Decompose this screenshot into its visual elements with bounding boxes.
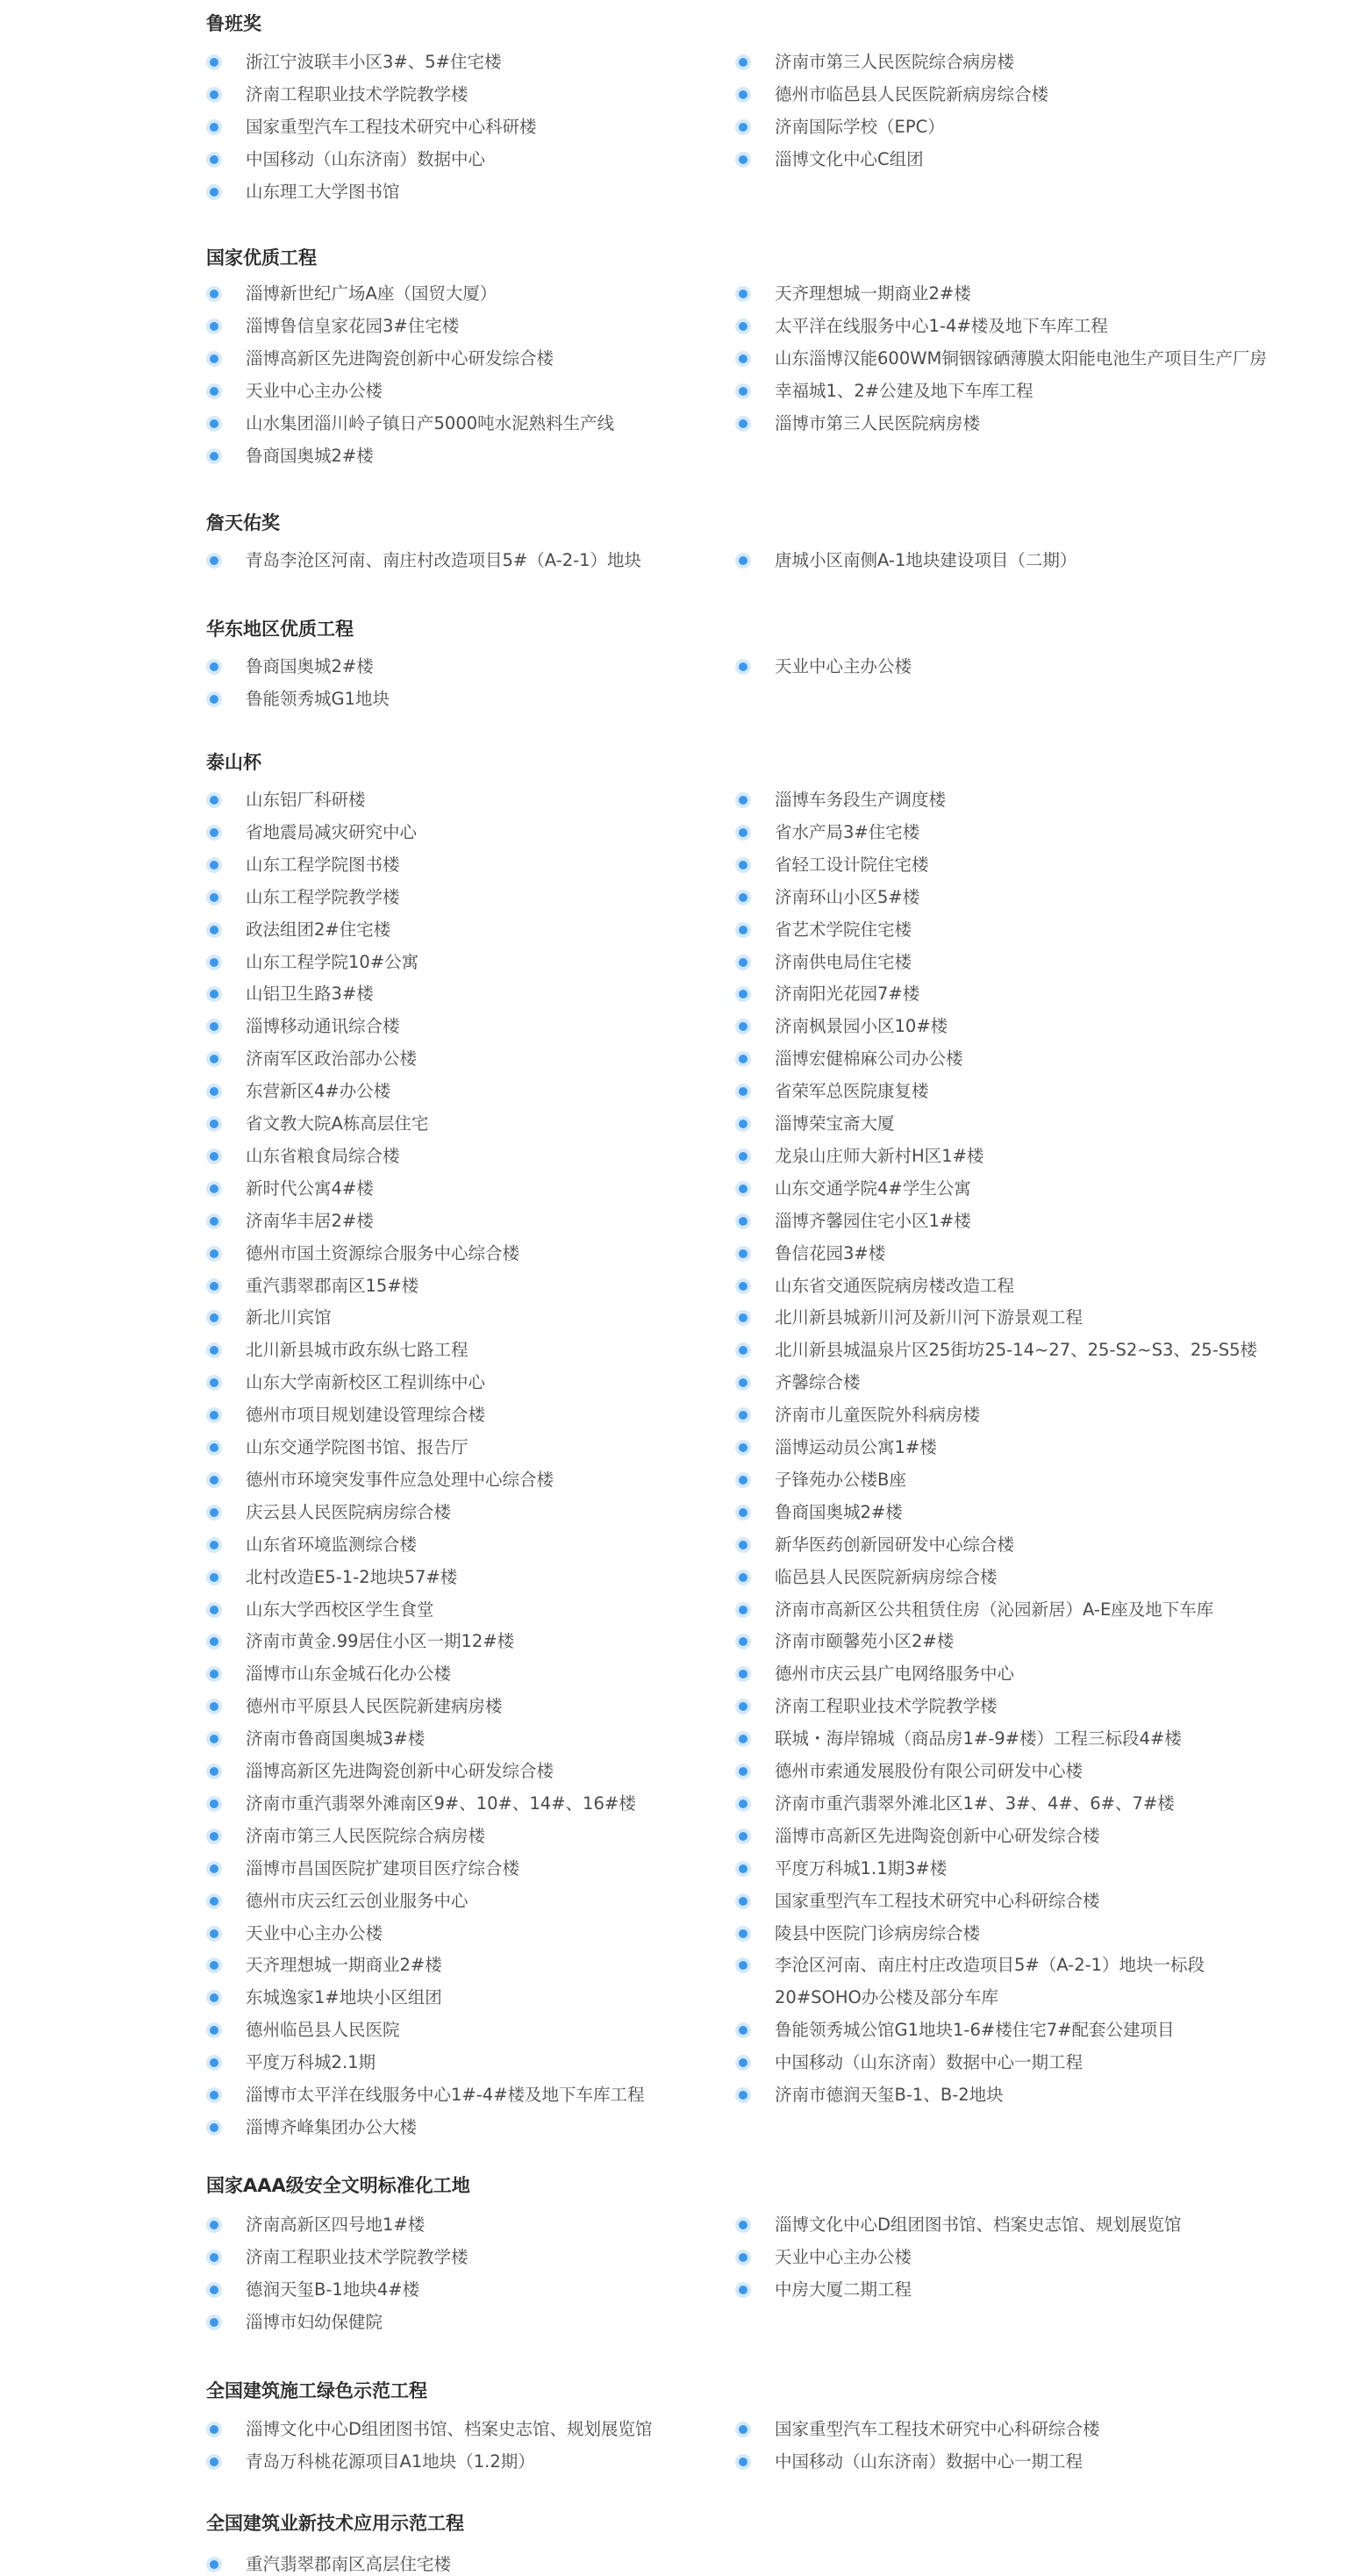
- bullet-icon: [735, 1926, 751, 1942]
- list-item-text: 淄博鲁信皇家花园3#住宅楼: [246, 316, 460, 336]
- bullet-icon: [735, 1116, 751, 1132]
- list-item-text: 政法组团2#住宅楼: [246, 919, 391, 940]
- bullet-icon: [735, 1505, 751, 1521]
- bullet-icon: [735, 152, 751, 168]
- list-item-text: 山铝卫生路3#楼: [246, 984, 374, 1004]
- list-item-text: 20#SOHO办公楼及部分车库: [775, 1987, 998, 2007]
- section-title: 全国建筑施工绿色示范工程: [206, 2380, 427, 2401]
- bullet-icon: [735, 2282, 751, 2298]
- list-item-text: 德州市项目规划建设管理综合楼: [246, 1405, 486, 1425]
- list-item-text: 中房大厦二期工程: [775, 2279, 912, 2300]
- bullet-icon: [206, 1278, 222, 1294]
- bullet-icon: [735, 2422, 751, 2437]
- list-item-text: 德州市环境突发事件应急处理中心综合楼: [246, 1470, 554, 1490]
- bullet-icon: [206, 1084, 222, 1099]
- list-item-text: 山东淄博汉能600WM铜铟镓硒薄膜太阳能电池生产项目生产厂房: [775, 348, 1267, 369]
- list-item-text: 子锋苑办公楼B座: [775, 1470, 906, 1490]
- section-title: 国家AAA级安全文明标准化工地: [206, 2175, 470, 2196]
- bullet-icon: [735, 1181, 751, 1197]
- bullet-icon: [206, 1537, 222, 1553]
- list-item-text: 山东工程学院教学楼: [246, 887, 400, 907]
- bullet-icon: [206, 1570, 222, 1585]
- bullet-icon: [206, 2217, 222, 2233]
- bullet-icon: [735, 2055, 751, 2071]
- bullet-icon: [206, 2282, 222, 2298]
- list-item-text: 济南市第三人民医院综合病房楼: [246, 1826, 486, 1846]
- bullet-icon: [735, 1440, 751, 1456]
- list-item-text: 新时代公寓4#楼: [246, 1178, 374, 1199]
- bullet-icon: [735, 1310, 751, 1326]
- bullet-icon: [206, 1148, 222, 1164]
- list-item-text: 省荣军总医院康复楼: [775, 1081, 929, 1101]
- bullet-icon: [735, 2087, 751, 2103]
- list-item-text: 山东大学南新校区工程训练中心: [246, 1372, 486, 1392]
- list-item-text: 淄博移动通讯综合楼: [246, 1016, 400, 1036]
- list-item-text: 重汽翡翠郡南区15#楼: [246, 1276, 419, 1296]
- list-item-text: 幸福城1、2#公建及地下车库工程: [775, 381, 1034, 401]
- list-item-text: 山东省环境监测综合楼: [246, 1535, 418, 1555]
- bullet-icon: [735, 1148, 751, 1164]
- list-item-text: 济南供电局住宅楼: [775, 952, 912, 972]
- bullet-icon: [206, 416, 222, 432]
- list-item-text: 淄博运动员公寓1#楼: [775, 1437, 937, 1457]
- bullet-icon: [206, 857, 222, 873]
- bullet-icon: [206, 1602, 222, 1618]
- bullet-icon: [206, 1375, 222, 1391]
- list-item-text: 天业中心主办公楼: [246, 1923, 383, 1943]
- section-title: 詹天佑奖: [206, 512, 280, 533]
- bullet-icon: [206, 1019, 222, 1034]
- bullet-icon: [206, 1699, 222, 1714]
- list-item-text: 北川新县城市政东纵七路工程: [246, 1340, 468, 1360]
- bullet-icon: [206, 1472, 222, 1488]
- bullet-icon: [206, 351, 222, 367]
- bullet-icon: [735, 857, 751, 873]
- bullet-icon: [206, 1181, 222, 1197]
- bullet-icon: [206, 1310, 222, 1326]
- bullet-icon: [735, 1213, 751, 1229]
- bullet-icon: [735, 922, 751, 938]
- bullet-icon: [206, 1666, 222, 1682]
- list-item-text: 鲁商国奥城2#楼: [775, 1502, 903, 1522]
- list-item-text: 平度万科城2.1期: [246, 2052, 376, 2072]
- list-item-text: 陵县中医院门诊病房综合楼: [775, 1923, 981, 1943]
- bullet-icon: [735, 1796, 751, 1812]
- list-item-text: 淄博高新区先进陶瓷创新中心研发综合楼: [246, 1761, 554, 1781]
- list-item-text: 天业中心主办公楼: [775, 656, 912, 676]
- list-item-text: 北村改造E5-1-2地块57#楼: [246, 1567, 458, 1587]
- list-item-text: 中国移动（山东济南）数据中心一期工程: [775, 2052, 1084, 2072]
- list-item-text: 济南市重汽翡翠外滩北区1#、3#、4#、6#、7#楼: [775, 1793, 1175, 1814]
- bullet-icon: [735, 890, 751, 905]
- list-item-text: 山东交通学院4#学生公寓: [775, 1178, 971, 1199]
- bullet-icon: [206, 955, 222, 970]
- bullet-icon: [206, 2422, 222, 2437]
- bullet-icon: [206, 1116, 222, 1132]
- list-item-text: 太平洋在线服务中心1-4#楼及地下车库工程: [775, 316, 1108, 336]
- bullet-icon: [206, 184, 222, 200]
- list-item-text: 青岛李沧区河南、南庄村改造项目5#（A-2-1）地块: [246, 550, 642, 570]
- bullet-icon: [206, 1893, 222, 1909]
- list-item-text: 淄博高新区先进陶瓷创新中心研发综合楼: [246, 348, 554, 369]
- bullet-icon: [206, 87, 222, 103]
- bullet-icon: [735, 986, 751, 1002]
- bullet-icon: [206, 1213, 222, 1229]
- list-item-text: 淄博市太平洋在线服务中心1#-4#楼及地下车库工程: [246, 2085, 645, 2105]
- section-title: 国家优质工程: [206, 247, 317, 268]
- list-item-text: 德州市庆云县广电网络服务中心: [775, 1664, 1015, 1684]
- bullet-icon: [206, 2055, 222, 2071]
- list-item-text: 国家重型汽车工程技术研究中心科研综合楼: [775, 1891, 1100, 1911]
- list-item-text: 山东交通学院图书馆、报告厅: [246, 1437, 468, 1457]
- bullet-icon: [735, 416, 751, 432]
- list-item-text: 济南军区政治部办公楼: [246, 1048, 418, 1069]
- list-item-text: 国家重型汽车工程技术研究中心科研综合楼: [775, 2419, 1100, 2439]
- bullet-icon: [735, 2217, 751, 2233]
- list-item-text: 中国移动（山东济南）数据中心: [246, 149, 486, 169]
- list-item-text: 淄博车务段生产调度楼: [775, 790, 947, 810]
- bullet-icon: [735, 1731, 751, 1747]
- bullet-icon: [206, 1246, 222, 1262]
- bullet-icon: [206, 986, 222, 1002]
- bullet-icon: [735, 1699, 751, 1714]
- bullet-icon: [735, 659, 751, 675]
- bullet-icon: [206, 825, 222, 841]
- section-title: 全国建筑业新技术应用示范工程: [206, 2513, 464, 2534]
- bullet-icon: [735, 1019, 751, 1034]
- bullet-icon: [735, 87, 751, 103]
- list-item-text: 德润天玺B-1地块4#楼: [246, 2279, 420, 2300]
- bullet-icon: [735, 1051, 751, 1067]
- list-item-text: 天齐理想城一期商业2#楼: [246, 1955, 442, 1975]
- list-item-text: 淄博文化中心D组团图书馆、档案史志馆、规划展览馆: [775, 2215, 1182, 2235]
- list-item-text: 济南工程职业技术学院教学楼: [246, 84, 468, 104]
- list-item-text: 唐城小区南侧A-1地块建设项目（二期）: [775, 550, 1077, 570]
- list-item-text: 济南国际学校（EPC）: [775, 117, 945, 137]
- bullet-icon: [206, 890, 222, 905]
- list-item-text: 济南枫景园小区10#楼: [775, 1016, 948, 1036]
- bullet-icon: [206, 659, 222, 675]
- bullet-icon: [206, 2250, 222, 2265]
- list-item-text: 济南工程职业技术学院教学楼: [246, 2247, 468, 2267]
- bullet-icon: [735, 54, 751, 70]
- list-item-text: 李沧区河南、南庄村庄改造项目5#（A-2-1）地块一标段: [775, 1955, 1205, 1975]
- bullet-icon: [735, 1375, 751, 1391]
- list-item-text: 省艺术学院住宅楼: [775, 919, 912, 940]
- list-item-text: 浙江宁波联丰小区3#、5#住宅楼: [246, 52, 502, 72]
- list-item-text: 青岛万科桃花源项目A1地块（1.2期）: [246, 2451, 535, 2472]
- bullet-icon: [206, 1926, 222, 1942]
- bullet-icon: [206, 1990, 222, 2006]
- list-item-text: 德州临邑县人民医院: [246, 2020, 400, 2040]
- bullet-icon: [206, 553, 222, 569]
- list-item-text: 山东省粮食局综合楼: [246, 1146, 400, 1166]
- list-item-text: 济南市高新区公共租赁住房（沁园新居）A-E座及地下车库: [775, 1599, 1214, 1620]
- list-item-text: 淄博宏健棉麻公司办公楼: [775, 1048, 963, 1069]
- bullet-icon: [735, 1537, 751, 1553]
- list-item-text: 济南阳光花园7#楼: [775, 984, 920, 1004]
- bullet-icon: [735, 318, 751, 334]
- bullet-icon: [735, 1957, 751, 1973]
- bullet-icon: [206, 286, 222, 302]
- list-item-text: 淄博市第三人民医院病房楼: [775, 413, 981, 433]
- list-item-text: 济南市儿童医院外科病房楼: [775, 1405, 981, 1425]
- list-item-text: 山东工程学院图书楼: [246, 855, 400, 875]
- bullet-icon: [735, 1602, 751, 1618]
- list-item-text: 济南市第三人民医院综合病房楼: [775, 52, 1015, 72]
- list-item-text: 济南市重汽翡翠外滩南区9#、10#、14#、16#楼: [246, 1793, 636, 1814]
- list-item-text: 省轻工设计院住宅楼: [775, 855, 929, 875]
- list-item-text: 山东铝厂科研楼: [246, 790, 366, 810]
- list-item-text: 济南环山小区5#楼: [775, 887, 920, 907]
- bullet-icon: [735, 825, 751, 841]
- list-item-text: 天业中心主办公楼: [246, 381, 383, 401]
- bullet-icon: [206, 2022, 222, 2038]
- list-item-text: 淄博新世纪广场A座（国贸大厦）: [246, 283, 497, 304]
- list-item-text: 济南市黄金.99居住小区一期12#楼: [246, 1631, 515, 1651]
- bullet-icon: [735, 1342, 751, 1358]
- list-item-text: 鲁能领秀城G1地块: [246, 689, 390, 709]
- bullet-icon: [735, 383, 751, 399]
- list-item-text: 省水产局3#住宅楼: [775, 822, 920, 842]
- bullet-icon: [206, 2454, 222, 2470]
- list-item-text: 北川新县城新川河及新川河下游景观工程: [775, 1307, 1084, 1327]
- list-item-text: 山东理工大学图书馆: [246, 182, 400, 202]
- list-item-text: 龙泉山庄师大新村H区1#楼: [775, 1146, 984, 1166]
- bullet-icon: [735, 1472, 751, 1488]
- bullet-icon: [735, 2454, 751, 2470]
- bullet-icon: [206, 1828, 222, 1844]
- list-item-text: 庆云县人民医院病房综合楼: [246, 1502, 452, 1522]
- list-item-text: 淄博荣宝斋大厦: [775, 1113, 895, 1134]
- bullet-icon: [206, 2120, 222, 2136]
- bullet-icon: [206, 119, 222, 135]
- list-item-text: 鲁商国奥城2#楼: [246, 446, 374, 466]
- list-item-text: 中国移动（山东济南）数据中心一期工程: [775, 2451, 1084, 2472]
- list-item-text: 淄博市妇幼保健院: [246, 2312, 383, 2332]
- list-item-text: 淄博市高新区先进陶瓷创新中心研发综合楼: [775, 1826, 1100, 1846]
- list-item-text: 国家重型汽车工程技术研究中心科研楼: [246, 117, 537, 137]
- bullet-icon: [206, 1731, 222, 1747]
- bullet-icon: [735, 1084, 751, 1099]
- list-item-text: 省地震局减灾研究中心: [246, 822, 418, 842]
- list-item-text: 山东省交通医院病房楼改造工程: [775, 1276, 1015, 1296]
- bullet-icon: [206, 318, 222, 334]
- list-item-text: 平度万科城1.1期3#楼: [775, 1858, 948, 1878]
- list-item-text: 淄博齐峰集团办公大楼: [246, 2117, 418, 2137]
- bullet-icon: [206, 1861, 222, 1877]
- bullet-icon: [206, 152, 222, 168]
- list-item-text: 联城・海岸锦城（商品房1#-9#楼）工程三标段4#楼: [775, 1728, 1182, 1749]
- list-item-text: 德州市平原县人民医院新建病房楼: [246, 1696, 503, 1716]
- bullet-icon: [735, 1407, 751, 1423]
- bullet-icon: [206, 448, 222, 464]
- list-item-text: 济南华丰居2#楼: [246, 1211, 374, 1231]
- bullet-icon: [735, 2250, 751, 2265]
- list-item-text: 济南工程职业技术学院教学楼: [775, 1696, 998, 1716]
- bullet-icon: [735, 1828, 751, 1844]
- bullet-icon: [206, 1505, 222, 1521]
- bullet-icon: [206, 1796, 222, 1812]
- list-item-text: 新华医药创新园研发中心综合楼: [775, 1535, 1015, 1555]
- bullet-icon: [206, 2315, 222, 2330]
- list-item-text: 德州市国土资源综合服务中心综合楼: [246, 1243, 520, 1263]
- bullet-icon: [206, 1342, 222, 1358]
- list-item-text: 德州市庆云红云创业服务中心: [246, 1891, 468, 1911]
- list-item-text: 鲁能领秀城公馆G1地块1-6#楼住宅7#配套公建项目: [775, 2020, 1175, 2040]
- list-item-text: 齐馨综合楼: [775, 1372, 861, 1392]
- list-item-text: 鲁信花园3#楼: [775, 1243, 886, 1263]
- bullet-icon: [206, 2557, 222, 2572]
- list-item-text: 鲁商国奥城2#楼: [246, 656, 374, 676]
- bullet-icon: [735, 286, 751, 302]
- list-item-text: 天业中心主办公楼: [775, 2247, 912, 2267]
- list-item-text: 济南市德润天玺B-1、B-2地块: [775, 2085, 1004, 2105]
- bullet-icon: [735, 553, 751, 569]
- list-item-text: 淄博文化中心C组团: [775, 149, 924, 169]
- bullet-icon: [735, 2022, 751, 2038]
- bullet-icon: [735, 1246, 751, 1262]
- list-item-text: 山水集团淄川岭子镇日产5000吨水泥熟料生产线: [246, 413, 615, 433]
- bullet-icon: [735, 1764, 751, 1779]
- list-item-text: 淄博文化中心D组团图书馆、档案史志馆、规划展览馆: [246, 2419, 653, 2439]
- bullet-icon: [735, 1634, 751, 1649]
- section-title: 泰山杯: [206, 752, 261, 773]
- bullet-icon: [735, 955, 751, 970]
- list-item-text: 临邑县人民医院新病房综合楼: [775, 1567, 998, 1587]
- list-item-text: 新北川宾馆: [246, 1307, 332, 1327]
- bullet-icon: [206, 1051, 222, 1067]
- list-item-text: 天齐理想城一期商业2#楼: [775, 283, 971, 304]
- section-title: 鲁班奖: [206, 13, 261, 34]
- section-title: 华东地区优质工程: [206, 619, 354, 640]
- bullet-icon: [206, 1764, 222, 1779]
- bullet-icon: [206, 2087, 222, 2103]
- list-item-text: 德州市索通发展股份有限公司研发中心楼: [775, 1761, 1084, 1781]
- list-item-text: 北川新县城温泉片区25街坊25-14~27、25-S2~S3、25-S5楼: [775, 1340, 1258, 1360]
- bullet-icon: [206, 1957, 222, 1973]
- list-item-text: 淄博齐馨园住宅小区1#楼: [775, 1211, 971, 1231]
- bullet-icon: [735, 119, 751, 135]
- list-item-text: 淄博市昌国医院扩建项目医疗综合楼: [246, 1858, 520, 1878]
- list-item-text: 山东工程学院10#公寓: [246, 952, 419, 972]
- bullet-icon: [206, 922, 222, 938]
- bullet-icon: [206, 1634, 222, 1649]
- list-item-text: 济南高新区四号地1#楼: [246, 2215, 426, 2235]
- list-item-text: 淄博市山东金城石化办公楼: [246, 1664, 452, 1684]
- list-item-text: 重汽翡翠郡南区高层住宅楼: [246, 2554, 452, 2574]
- bullet-icon: [206, 54, 222, 70]
- bullet-icon: [206, 383, 222, 399]
- list-item-text: 东城逸家1#地块小区组团: [246, 1987, 442, 2007]
- list-item-text: 济南市颐馨苑小区2#楼: [775, 1631, 955, 1651]
- bullet-icon: [735, 1278, 751, 1294]
- bullet-icon: [206, 1407, 222, 1423]
- list-item-text: 省文教大院A栋高层住宅: [246, 1113, 429, 1134]
- bullet-icon: [735, 351, 751, 367]
- list-item-text: 德州市临邑县人民医院新病房综合楼: [775, 84, 1049, 104]
- bullet-icon: [735, 1893, 751, 1909]
- list-item-text: 济南市鲁商国奥城3#楼: [246, 1728, 426, 1749]
- list-item-text: 山东大学西校区学生食堂: [246, 1599, 434, 1620]
- bullet-icon: [735, 1666, 751, 1682]
- bullet-icon: [735, 792, 751, 808]
- bullet-icon: [735, 1861, 751, 1877]
- bullet-icon: [206, 1440, 222, 1456]
- bullet-icon: [735, 1570, 751, 1585]
- bullet-icon: [206, 792, 222, 808]
- list-item-text: 东营新区4#办公楼: [246, 1081, 391, 1101]
- bullet-icon: [206, 691, 222, 707]
